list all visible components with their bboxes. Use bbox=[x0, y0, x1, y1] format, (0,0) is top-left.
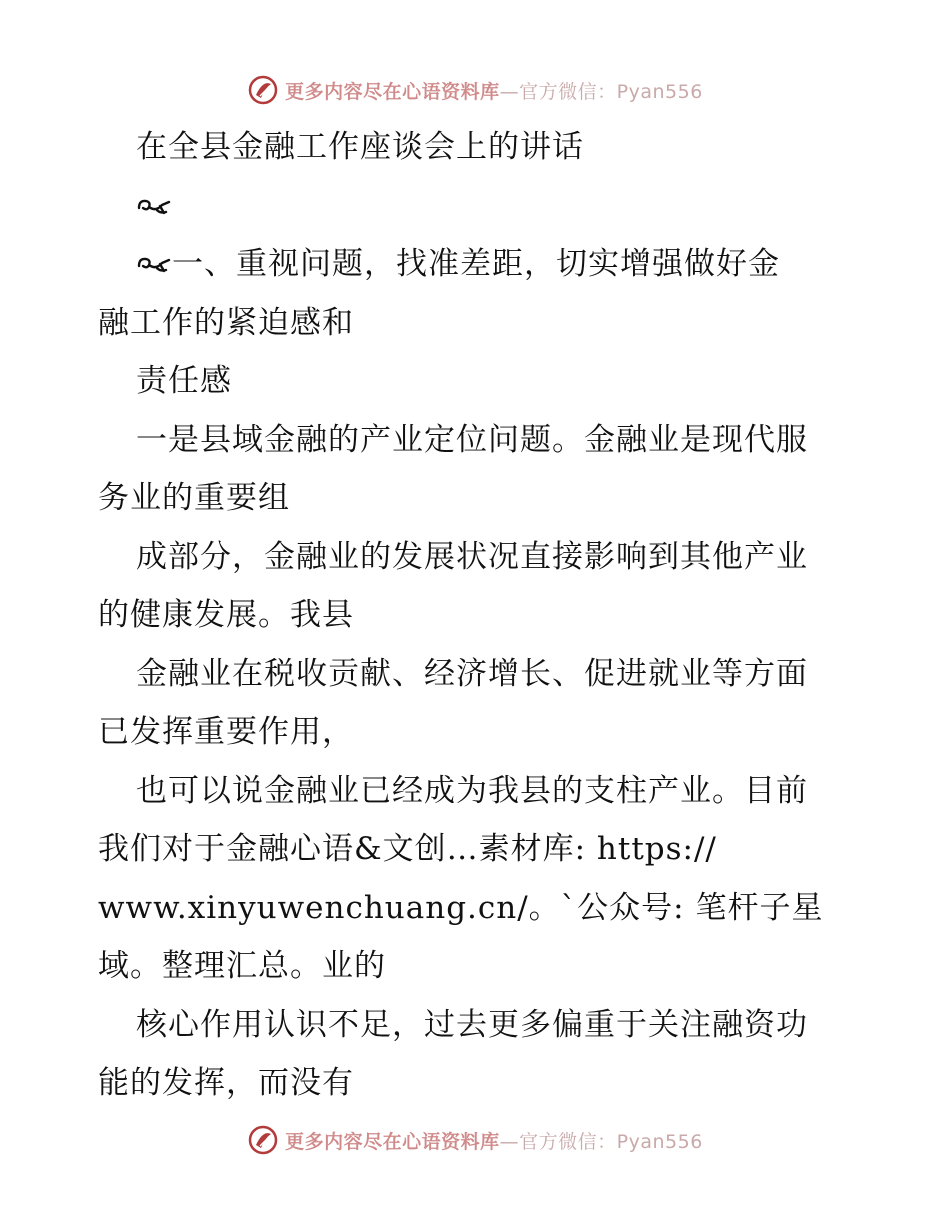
line-text: 已发挥重要作用， bbox=[98, 714, 354, 750]
line-text: 融工作的紧迫感和 bbox=[98, 304, 354, 341]
text-line bbox=[98, 294, 858, 353]
ornament-icon bbox=[136, 194, 172, 218]
text-line bbox=[98, 820, 858, 879]
text-line bbox=[98, 469, 858, 528]
text-line bbox=[98, 528, 858, 587]
line-text: 成部分，金融业的发展状况直接影响到其他产业 bbox=[136, 538, 808, 575]
line-text: 金融业在税收贡献、经济增长、促进就业等方面 bbox=[136, 655, 808, 692]
ornament-icon bbox=[136, 252, 172, 276]
line-text: 务业的重要组 bbox=[98, 480, 290, 516]
line-text: 域。整理汇总。业的 bbox=[98, 948, 386, 984]
banner-rest: —官方微信：Pyan556 bbox=[499, 1130, 703, 1153]
line-text: 责任感 bbox=[136, 363, 232, 399]
text-line bbox=[98, 996, 858, 1055]
text-line bbox=[98, 645, 858, 704]
text-line bbox=[98, 762, 858, 821]
text-line bbox=[98, 411, 858, 470]
line-text: 的健康发展。我县 bbox=[98, 597, 354, 633]
banner-rest: —官方微信：Pyan556 bbox=[499, 80, 703, 103]
line-text: 一是县域金融的产业定位问题。金融业是现代服 bbox=[136, 421, 808, 458]
line-text: 在全县金融工作座谈会上的讲话 bbox=[136, 129, 584, 165]
text-line bbox=[98, 703, 858, 762]
line-text: 也可以说金融业已经成为我县的支柱产业。目前 bbox=[136, 772, 808, 809]
line-text: 能的发挥，而没有 bbox=[98, 1065, 354, 1101]
header-watermark-banner bbox=[0, 70, 950, 110]
text-line bbox=[98, 177, 858, 236]
banner-highlight: 更多内容尽在心语资料库 bbox=[285, 80, 500, 103]
banner-text bbox=[285, 1127, 703, 1154]
text-line bbox=[98, 1054, 858, 1113]
text-line bbox=[98, 937, 858, 996]
line-text: 一、重视问题，找准差距，切实增强做好金 bbox=[172, 246, 780, 282]
brand-logo-icon bbox=[247, 74, 279, 106]
document-body bbox=[98, 118, 858, 1113]
text-line bbox=[98, 235, 858, 294]
line-text: 核心作用认识不足，过去更多偏重于关注融资功 bbox=[136, 1006, 808, 1043]
text-line bbox=[98, 586, 858, 645]
banner-highlight: 更多内容尽在心语资料库 bbox=[285, 1130, 500, 1153]
footer-watermark-banner bbox=[0, 1120, 950, 1160]
brand-logo-icon bbox=[247, 1124, 279, 1156]
line-text: 我们对于金融心语&文创…素材库: https:// bbox=[98, 831, 717, 867]
text-line bbox=[98, 118, 858, 177]
text-line bbox=[98, 879, 858, 938]
text-line bbox=[98, 352, 858, 411]
banner-text bbox=[285, 77, 703, 104]
line-text: www.xinyuwenchuang.cn/。`公众号: 笔杆子星 bbox=[98, 889, 824, 926]
